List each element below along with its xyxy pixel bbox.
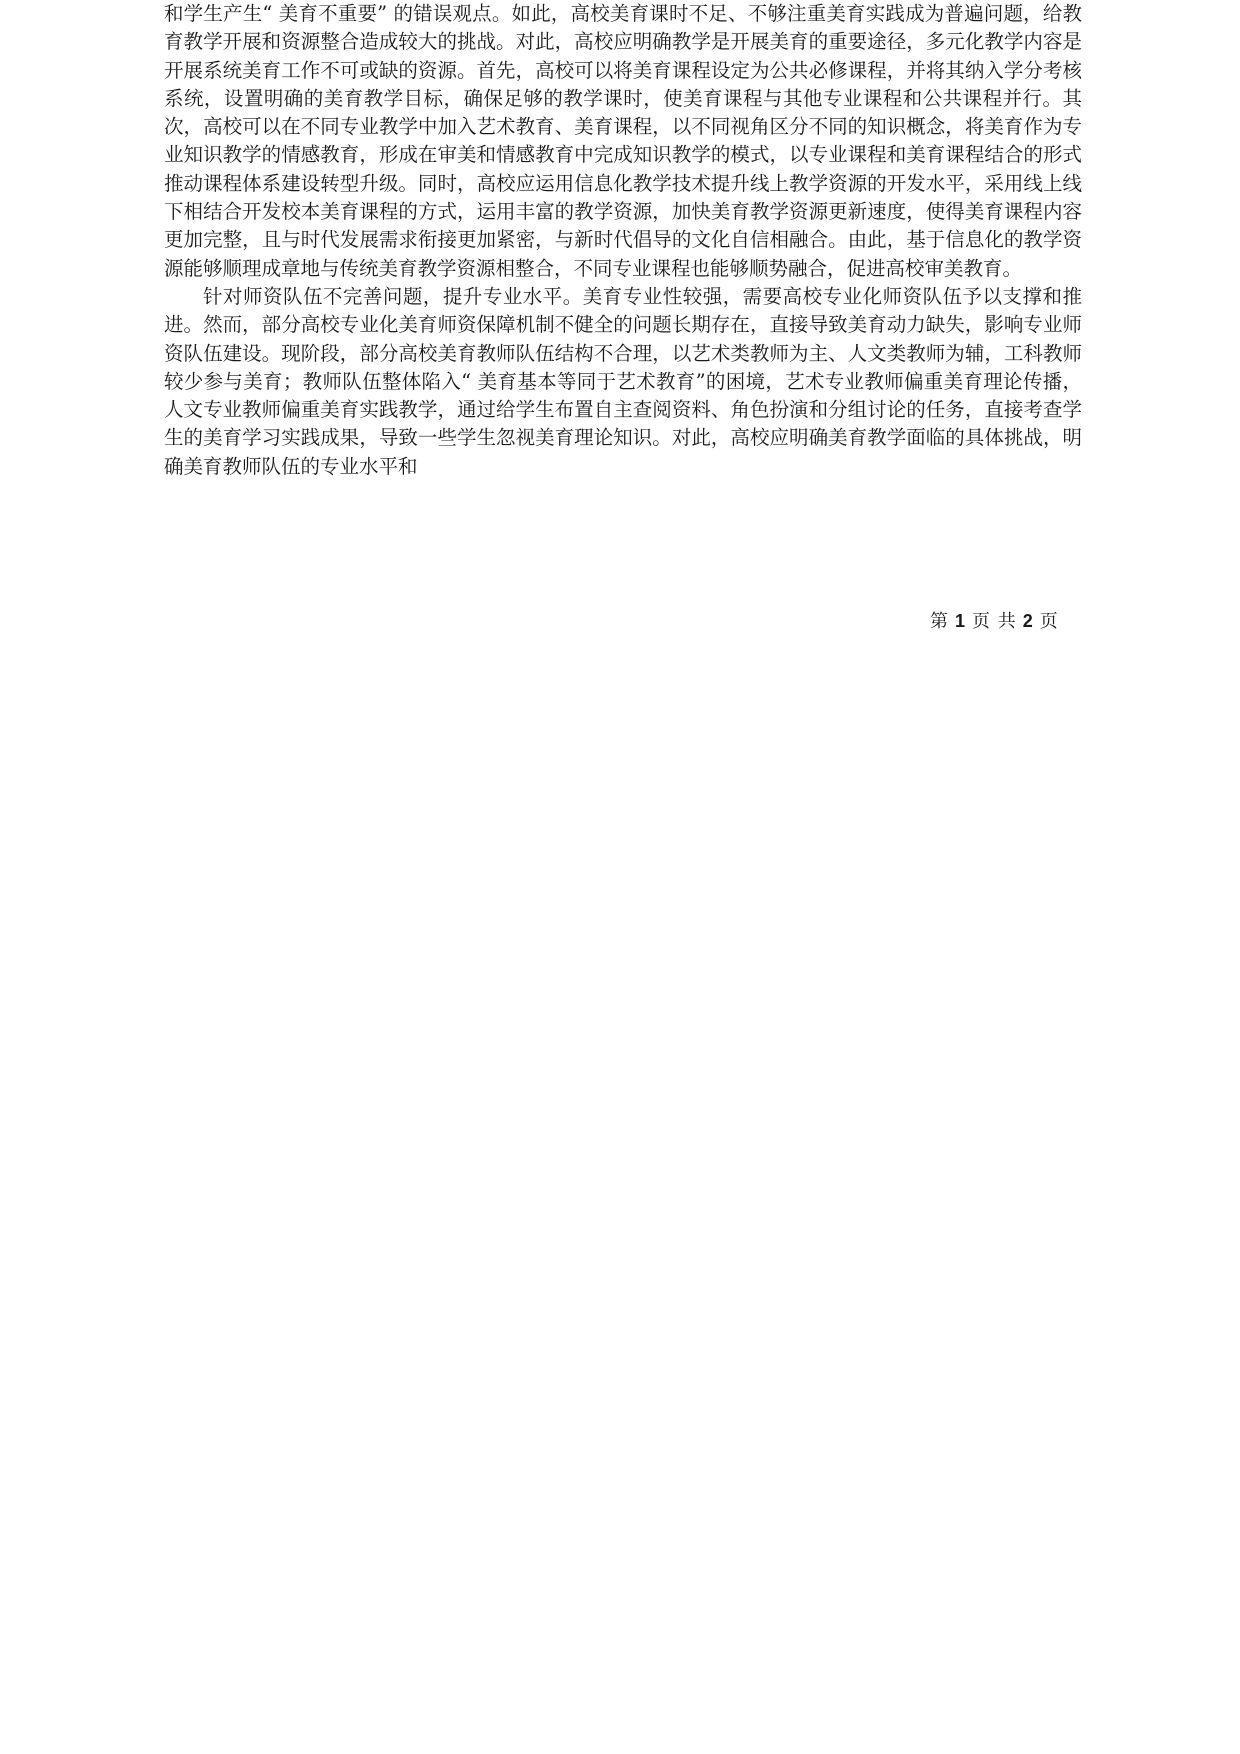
footer-prefix: 第 [930, 611, 949, 632]
paragraph-teaching-resources: 和学生产生“ 美育不重要” 的错误观点。如此，高校美育课时不足、不够注重美育实践成为普遍问题，给教育教学开展和资源整合造成较大的挑战。对此，高校应明确教学是开展美育的重要途径，多元化教学内容是开展系统美育工作不可或缺的资源。首先，高校可以将美育课程设定为公共必修课程，并将其纳入学分考核系统，设置明确的美育教学目标，确保足够的教学课时，使美育课程与其他专业课程和公共课程并行。其次，高校可以在不同专业教学中加入艺术教育、美育课程，以不同视角区分不同的知识概念，将美育作为专业知识教学的情感教育，形成在审美和情感教育中完成知识教学的模式，以专业课程和美育课程结合的形式推动课程体系建设转型升级。同时，高校应运用信息化教学技术提升线上教学资源的开发水平，采用线上线下相结合开发校本美育课程的方式，运用丰富的教学资源，加快美育教学资源更新速度，使得美育课程内容更加完整，且与时代发展需求衔接更加紧密，与新时代倡导的文化自信相融合。由此，基于信息化的教学资源能够顺理成章地与传统美育教学资源相整合，不同专业课程也能够顺势融合，促进高校审美教育。 [164, 2, 1082, 280]
footer-middle: 页 共 [972, 611, 1017, 632]
page-footer [930, 607, 1059, 633]
total-pages-number: 2 [1022, 611, 1034, 631]
current-page-number: 1 [955, 611, 967, 631]
paragraph-teaching-staff: 针对师资队伍不完善问题，提升专业水平。美育专业性较强，需要高校专业化师资队伍予以支撑和推进。然而，部分高校专业化美育师资保障机制不健全的问题长期存在，直接导致美育动力缺失，影响专业师资队伍建设。现阶段，部分高校美育教师队伍结构不合理，以艺术类教师为主、人文类教师为辅，工科教师较少参与美育；教师队伍整体陷入“ 美育基本等同于艺术教育”的困境，艺术专业教师偏重美育理论传播，人文专业教师偏重美育实践教学，通过给学生布置自主查阅资料、角色扮演和分组讨论的任务，直接考查学生的美育学习实践成果，导致一些学生忽视美育理论知识。对此，高校应明确美育教学面临的具体挑战，明确美育教师队伍的专业水平和 [164, 284, 1082, 478]
document-body [164, 0, 1082, 481]
footer-suffix: 页 [1039, 611, 1059, 632]
